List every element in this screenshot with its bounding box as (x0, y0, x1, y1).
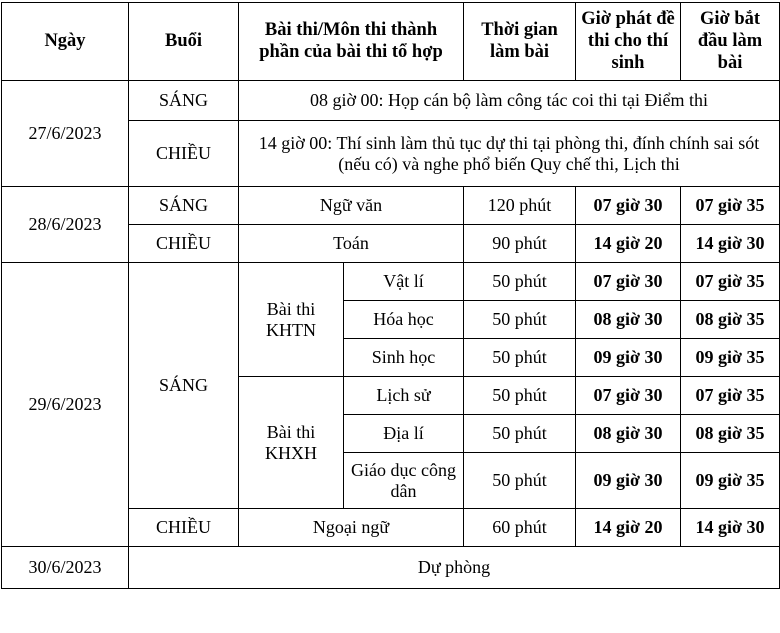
cell-duration-ngoaingu: 60 phút (464, 509, 576, 547)
cell-group-khxh: Bài thi KHXH (239, 377, 344, 509)
cell-start-hoahoc: 08 giờ 35 (681, 301, 780, 339)
header-thoigian: Thời gian làm bài (464, 3, 576, 81)
cell-subject-lichsu: Lịch sử (344, 377, 464, 415)
header-buoi: Buổi (129, 3, 239, 81)
cell-date-4: 30/6/2023 (2, 547, 129, 589)
cell-session-sang-2: SÁNG (129, 187, 239, 225)
cell-start-lichsu: 07 giờ 35 (681, 377, 780, 415)
table-row (2, 547, 780, 589)
cell-note-morning-1: 08 giờ 00: Họp cán bộ làm công tác coi thi tại Điểm thi (239, 81, 780, 121)
cell-session-sang-3: SÁNG (129, 263, 239, 509)
cell-subject-sinhhoc: Sinh học (344, 339, 464, 377)
cell-start-ngoaingu: 14 giờ 30 (681, 509, 780, 547)
cell-duration-vatli: 50 phút (464, 263, 576, 301)
cell-duration-diali: 50 phút (464, 415, 576, 453)
table-header-row (2, 3, 780, 81)
cell-subject-ngoaingu: Ngoại ngữ (239, 509, 464, 547)
cell-date-3: 29/6/2023 (2, 263, 129, 547)
table-row (2, 263, 780, 301)
table-row (2, 81, 780, 121)
cell-session-chieu-3: CHIỀU (129, 509, 239, 547)
cell-handout-ngoaingu: 14 giờ 20 (576, 509, 681, 547)
cell-handout-diali: 08 giờ 30 (576, 415, 681, 453)
table-row (2, 187, 780, 225)
cell-subject-gdcd: Giáo dục công dân (344, 453, 464, 509)
cell-duration-hoahoc: 50 phút (464, 301, 576, 339)
header-baithi: Bài thi/Môn thi thành phần của bài thi tổ hợp (239, 3, 464, 81)
cell-subject-hoahoc: Hóa học (344, 301, 464, 339)
cell-session-sang-1: SÁNG (129, 81, 239, 121)
cell-start-nguvan: 07 giờ 35 (681, 187, 780, 225)
cell-date-1: 27/6/2023 (2, 81, 129, 187)
cell-subject-nguvan: Ngữ văn (239, 187, 464, 225)
cell-handout-nguvan: 07 giờ 30 (576, 187, 681, 225)
cell-handout-sinhhoc: 09 giờ 30 (576, 339, 681, 377)
cell-handout-gdcd: 09 giờ 30 (576, 453, 681, 509)
cell-note-afternoon-1: 14 giờ 00: Thí sinh làm thủ tục dự thi tại phòng thi, đính chính sai sót (nếu có) và nghe phổ biến Quy chế thi, Lịch thi (239, 121, 780, 187)
cell-group-khtn: Bài thi KHTN (239, 263, 344, 377)
cell-subject-diali: Địa lí (344, 415, 464, 453)
cell-duration-sinhhoc: 50 phút (464, 339, 576, 377)
cell-start-diali: 08 giờ 35 (681, 415, 780, 453)
cell-duration-toan: 90 phút (464, 225, 576, 263)
cell-subject-toan: Toán (239, 225, 464, 263)
cell-subject-vatli: Vật lí (344, 263, 464, 301)
header-giobatdau: Giờ bắt đầu làm bài (681, 3, 780, 81)
cell-session-chieu-2: CHIỀU (129, 225, 239, 263)
header-ngay: Ngày (2, 3, 129, 81)
cell-handout-lichsu: 07 giờ 30 (576, 377, 681, 415)
cell-handout-toan: 14 giờ 20 (576, 225, 681, 263)
header-giophatde: Giờ phát đề thi cho thí sinh (576, 3, 681, 81)
cell-start-sinhhoc: 09 giờ 35 (681, 339, 780, 377)
cell-session-chieu-1: CHIỀU (129, 121, 239, 187)
cell-handout-hoahoc: 08 giờ 30 (576, 301, 681, 339)
cell-duration-gdcd: 50 phút (464, 453, 576, 509)
exam-schedule-table (1, 2, 780, 589)
cell-handout-vatli: 07 giờ 30 (576, 263, 681, 301)
cell-start-toan: 14 giờ 30 (681, 225, 780, 263)
cell-duration-lichsu: 50 phút (464, 377, 576, 415)
cell-start-gdcd: 09 giờ 35 (681, 453, 780, 509)
cell-date-2: 28/6/2023 (2, 187, 129, 263)
cell-start-vatli: 07 giờ 35 (681, 263, 780, 301)
cell-duration-nguvan: 120 phút (464, 187, 576, 225)
cell-reserve: Dự phòng (129, 547, 780, 589)
